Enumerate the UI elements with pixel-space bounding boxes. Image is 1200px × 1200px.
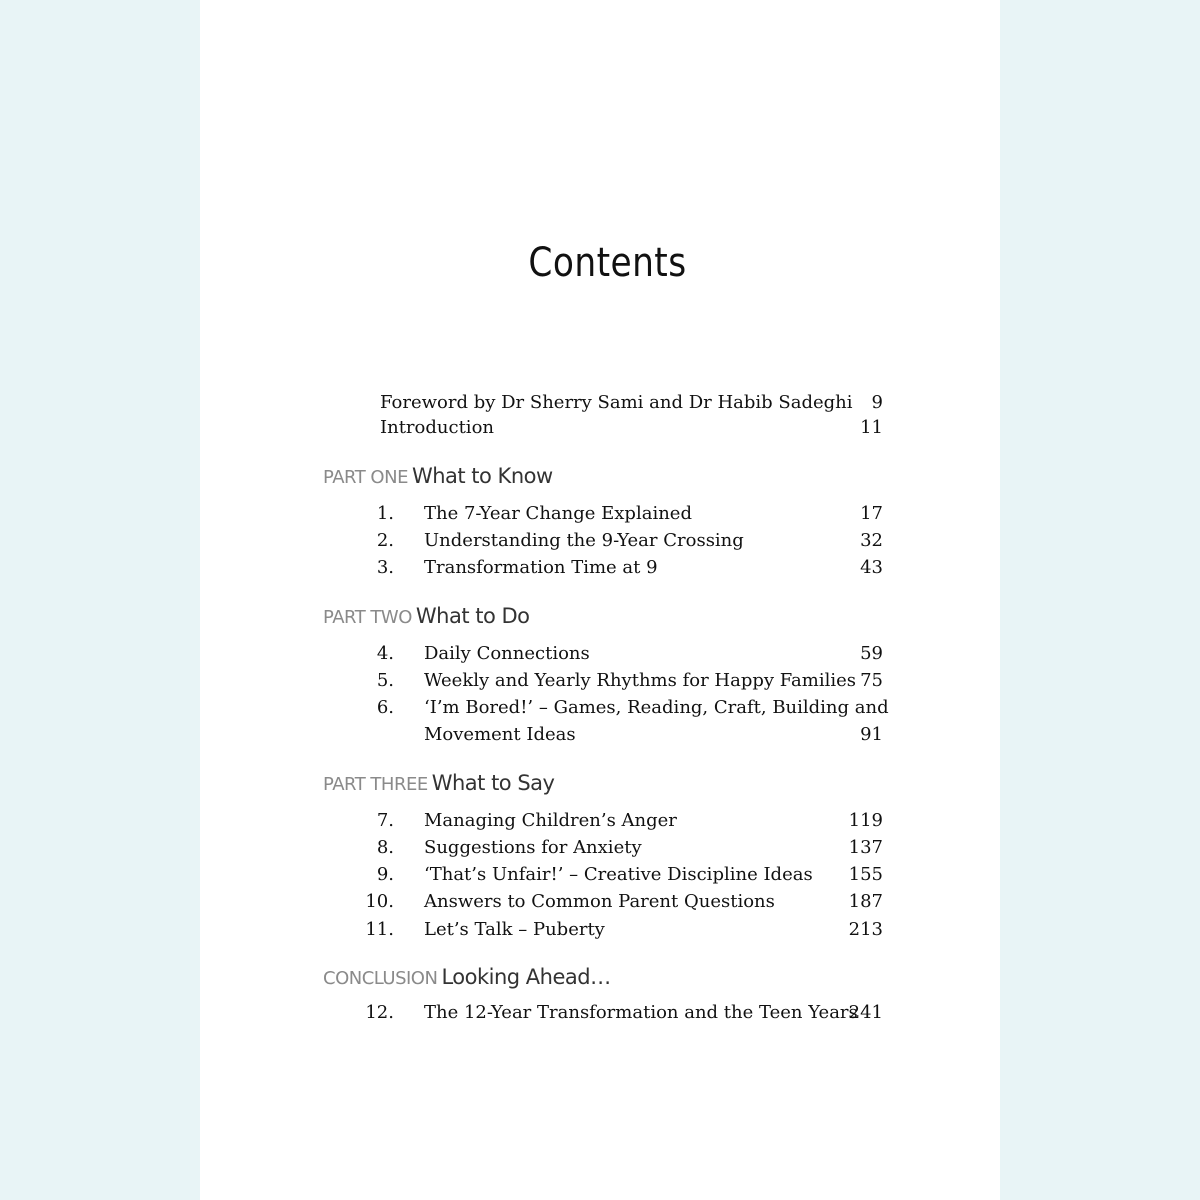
chapter-number: 5. [376, 670, 394, 691]
part-label: PART TWO [323, 607, 412, 628]
chapter-number: 12. [365, 1002, 394, 1023]
chapter-page: 241 [848, 1002, 883, 1023]
chapter-number: 9. [376, 864, 394, 885]
chapter-page: 43 [860, 557, 883, 578]
chapter-number: 11. [365, 919, 394, 940]
chapter-title: Understanding the 9-Year Crossing [424, 530, 744, 551]
page-title: Contents [528, 240, 687, 286]
chapter-page: 187 [848, 891, 883, 912]
chapter-title: ‘That’s Unfair!’ – Creative Discipline Ideas [424, 864, 813, 885]
chapter-page: 155 [848, 864, 883, 885]
part-label: PART THREE [323, 774, 428, 795]
part-heading-conclusion [323, 965, 611, 989]
chapter-number: 2. [376, 530, 394, 551]
chapter-number: 6. [376, 697, 394, 718]
part-name: Looking Ahead… [441, 965, 611, 989]
chapter-page: 91 [860, 724, 883, 745]
part-heading-three [323, 771, 554, 795]
chapter-page: 17 [860, 503, 883, 524]
chapter-title: The 7-Year Change Explained [424, 503, 692, 524]
chapter-page: 75 [860, 670, 883, 691]
book-page [200, 0, 1000, 1200]
chapter-title: Daily Connections [424, 643, 590, 664]
toc-entry-title: Introduction [380, 417, 494, 438]
chapter-number: 3. [376, 557, 394, 578]
chapter-title-continued: Movement Ideas [424, 724, 576, 745]
part-name: What to Know [411, 464, 553, 488]
chapter-page: 32 [860, 530, 883, 551]
chapter-number: 1. [376, 503, 394, 524]
part-label: CONCLUSION [323, 968, 438, 989]
toc-entry-page: 11 [860, 417, 883, 438]
chapter-number: 4. [376, 643, 394, 664]
part-name: What to Say [431, 771, 555, 795]
toc-entry-page: 9 [871, 392, 883, 413]
chapter-title: Answers to Common Parent Questions [424, 891, 775, 912]
part-heading-one [323, 464, 553, 488]
part-label: PART ONE [323, 467, 408, 488]
part-heading-two [323, 604, 530, 628]
toc-entry-title: Foreword by Dr Sherry Sami and Dr Habib Sadeghi [380, 392, 853, 413]
chapter-page: 119 [848, 810, 883, 831]
chapter-page: 59 [860, 643, 883, 664]
chapter-title: Suggestions for Anxiety [424, 837, 642, 858]
chapter-title: Transformation Time at 9 [424, 557, 658, 578]
part-name: What to Do [415, 604, 530, 628]
chapter-title: Managing Children’s Anger [424, 810, 677, 831]
chapter-number: 8. [376, 837, 394, 858]
chapter-number: 7. [376, 810, 394, 831]
chapter-page: 213 [848, 919, 883, 940]
chapter-title: Weekly and Yearly Rhythms for Happy Families [424, 670, 856, 691]
chapter-title: ‘I’m Bored!’ – Games, Reading, Craft, Building and [424, 697, 889, 718]
chapter-number: 10. [365, 891, 394, 912]
chapter-page: 137 [848, 837, 883, 858]
chapter-title: Let’s Talk – Puberty [424, 919, 605, 940]
chapter-title: The 12-Year Transformation and the Teen Years [424, 1002, 858, 1023]
